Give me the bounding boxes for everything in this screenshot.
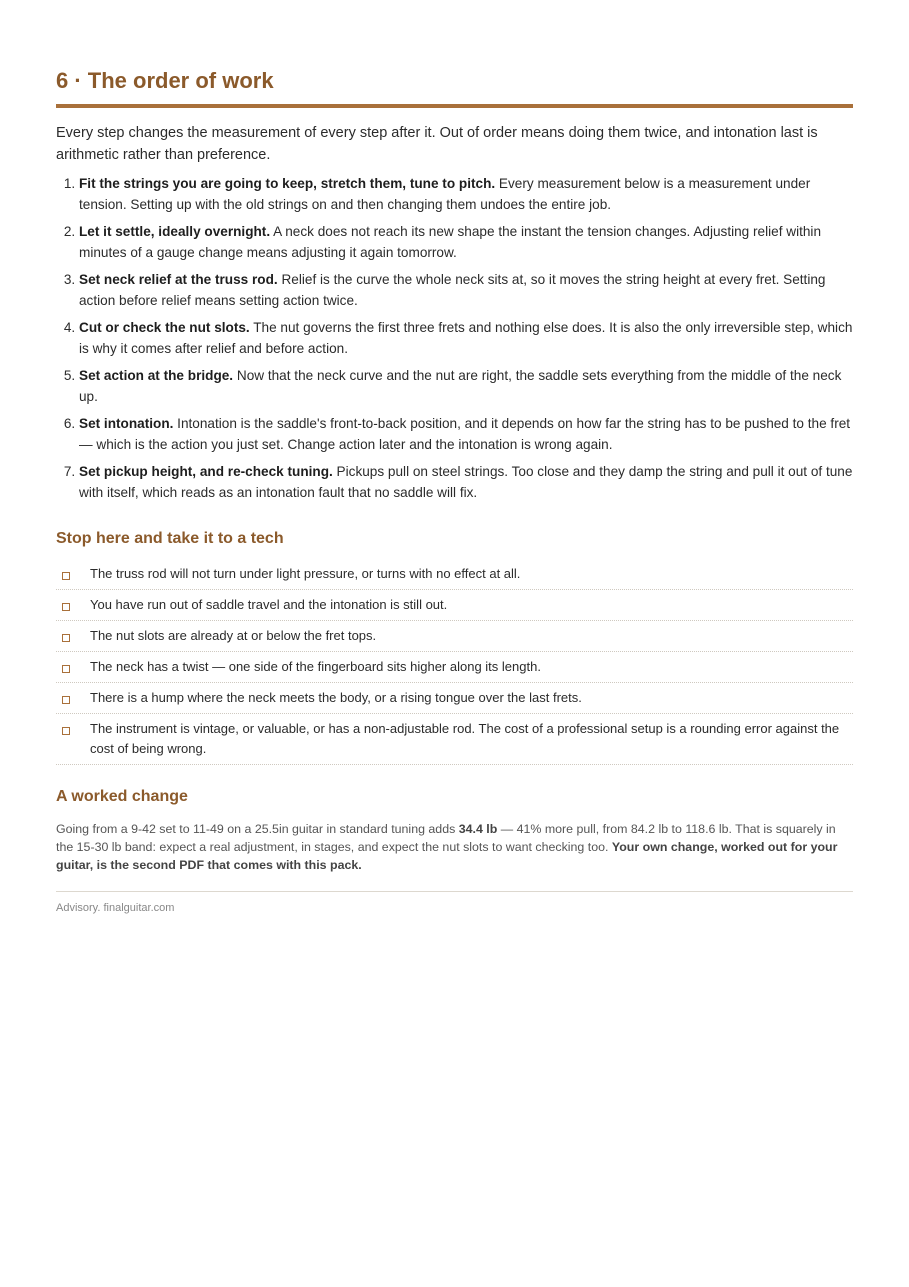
title-rule bbox=[56, 104, 853, 108]
step-lead: Set neck relief at the truss rod. bbox=[79, 272, 278, 287]
step-item bbox=[79, 270, 853, 311]
checkbox-icon bbox=[62, 572, 70, 580]
step-text: A neck does not reach its new shape the instant the tension changes. Adjusting relief within minutes of a gauge change means adjusting it again tomorrow. bbox=[79, 224, 822, 260]
checklist-item bbox=[56, 621, 853, 652]
worked-text-b: — 41% more pull, from 84.2 lb to 118.6 lb. That is squarely in the 15-30 lb band: expect a real adjustment, in stages, and expect the nut slots to want checking too. bbox=[56, 822, 836, 854]
checkbox-icon bbox=[62, 696, 70, 704]
intro-paragraph: Every step changes the measurement of every step after it. Out of order means doing them twice, and intonation last is arithmetic rather than preference. bbox=[56, 125, 818, 163]
step-text: The nut governs the first three frets and nothing else does. It is also the only irreversible step, which is why it comes after relief and before action. bbox=[79, 320, 853, 356]
step-text: Now that the neck curve and the nut are right, the saddle sets everything from the middle of the neck up. bbox=[79, 368, 842, 404]
checklist-item bbox=[56, 652, 853, 683]
checklist-text: The instrument is vintage, or valuable, or has a non-adjustable rod. The cost of a professional setup is a rounding error against the cost of being wrong. bbox=[90, 721, 840, 756]
step-text: Intonation is the saddle's front-to-back position, and it depends on how far the string has to be pushed to the fret — which is the action you just set. Change action later and the intonation is wrong again. bbox=[79, 416, 851, 452]
tech-checklist bbox=[56, 559, 853, 765]
checkbox-icon bbox=[62, 603, 70, 611]
checklist-text: You have run out of saddle travel and the intonation is still out. bbox=[90, 597, 448, 612]
step-lead: Set pickup height, and re-check tuning. bbox=[79, 464, 333, 479]
worked-added-tension: 34.4 lb bbox=[458, 822, 498, 836]
checklist-item bbox=[56, 559, 853, 590]
worked-pdf-note: Your own change, worked out for your guitar, is the second PDF that comes with this pack. bbox=[56, 840, 838, 872]
worked-heading: A worked change bbox=[56, 788, 188, 805]
step-item bbox=[79, 318, 853, 359]
step-text: Every measurement below is a measurement under tension. Setting up with the old strings on and then changing them undoes the entire job. bbox=[79, 176, 811, 212]
worked-paragraph bbox=[56, 820, 853, 874]
step-text: Pickups pull on steel strings. Too close and they damp the string and pull it out of tune with itself, which reads as an intonation fault that no saddle will fix. bbox=[79, 464, 853, 500]
checkbox-icon bbox=[62, 727, 70, 735]
checklist-item bbox=[56, 714, 853, 765]
checklist-item bbox=[56, 590, 853, 621]
step-lead: Fit the strings you are going to keep, stretch them, tune to pitch. bbox=[79, 176, 496, 191]
step-lead: Let it settle, ideally overnight. bbox=[79, 224, 271, 239]
checklist-text: The neck has a twist — one side of the fingerboard sits higher along its length. bbox=[90, 659, 541, 674]
step-lead: Set intonation. bbox=[79, 416, 174, 431]
step-lead: Set action at the bridge. bbox=[79, 368, 234, 383]
checkbox-icon bbox=[62, 665, 70, 673]
footer-rule bbox=[56, 891, 853, 892]
checklist-item bbox=[56, 683, 853, 714]
checklist-text: The truss rod will not turn under light pressure, or turns with no effect at all. bbox=[90, 566, 521, 581]
step-item bbox=[79, 414, 853, 455]
step-item bbox=[79, 366, 853, 407]
footer-text: Advisory. finalguitar.com bbox=[56, 902, 175, 914]
tech-heading: Stop here and take it to a tech bbox=[56, 530, 284, 547]
step-item bbox=[79, 462, 853, 503]
checkbox-icon bbox=[62, 634, 70, 642]
step-item bbox=[79, 174, 853, 215]
step-lead: Cut or check the nut slots. bbox=[79, 320, 250, 335]
steps-list bbox=[56, 174, 853, 503]
step-item bbox=[79, 222, 853, 263]
worked-text-a: Going from a 9-42 set to 11-49 on a 25.5in guitar in standard tuning adds bbox=[56, 822, 459, 836]
section-title: 6 · The order of work bbox=[56, 68, 274, 93]
checklist-text: The nut slots are already at or below the fret tops. bbox=[90, 628, 377, 643]
checklist-text: There is a hump where the neck meets the body, or a rising tongue over the last frets. bbox=[90, 690, 582, 705]
step-text: Relief is the curve the whole neck sits at, so it moves the string height at every fret. Setting action before relief means setting action twice. bbox=[79, 272, 826, 308]
